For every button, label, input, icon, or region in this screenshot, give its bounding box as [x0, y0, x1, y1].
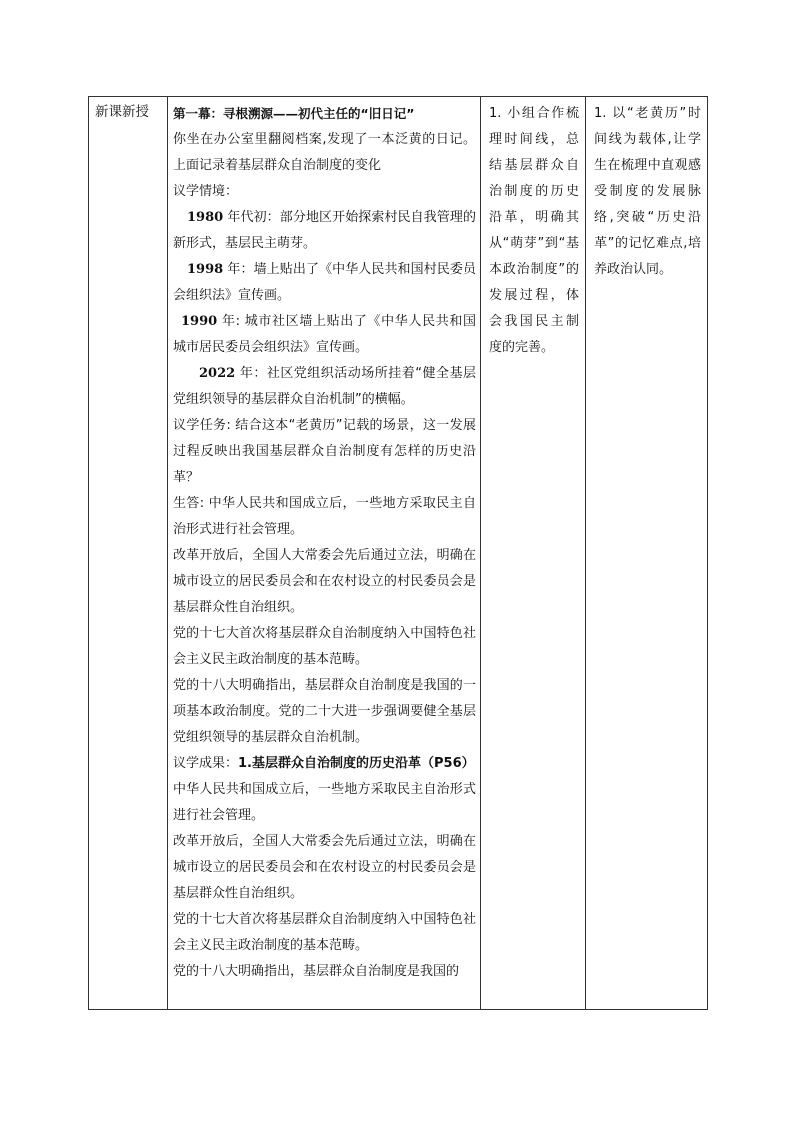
student-activity-text: 1. 小组合作梳理时间线，总结基层群众自治制度的历史沿革，明确其从“萌芽”到“基本政治制度”的发展过程，体会我国民主制度的完善。	[489, 106, 579, 355]
scenario-label: 议学情境：	[173, 184, 239, 199]
entry-text: 年：社区党组织活动场所挂着“健全基层党组织领导的基层群众自治机制”的横幅。	[173, 366, 476, 407]
entry-year: 1980	[187, 210, 224, 225]
result-paragraph: 党的十八大明确指出，基层群众自治制度是我国的	[173, 964, 460, 979]
answer-paragraph: 党的十七大首次将基层群众自治制度纳入中国特色社会主义民主政治制度的基本范畴。	[173, 626, 476, 667]
entry-text: 年代初：部分地区开始探索村民自我管理的新形式，基层民主萌芽。	[173, 210, 476, 251]
result-heading	[173, 751, 476, 777]
timeline-entry	[173, 205, 476, 257]
answer-paragraph: 党的十八大明确指出，基层群众自治制度是我国的一项基本政治制度。党的二十大进一步强调要健全基层党组织领导的基层群众自治机制。	[173, 678, 476, 745]
result-label: 议学成果：	[173, 756, 239, 771]
entry-text: 年: 城市社区墙上贴出了《中华人民共和国城市居民委员会组织法》宣传画。	[173, 314, 476, 355]
intro-text: 你坐在办公室里翻阅档案,发现了一本泛黄的日记。上面记录着基层群众自治制度的变化	[173, 132, 476, 173]
content-body	[173, 101, 476, 1003]
task-text: 议学任务: 结合这本“老黄历”记载的场景，这一发展过程反映出我国基层群众自治制度有怎样的历史沿革？	[173, 418, 476, 485]
stage-cell	[89, 97, 168, 1010]
entry-year: 1998	[187, 262, 224, 277]
content-cell	[168, 97, 481, 1010]
result-paragraph: 党的十七大首次将基层群众自治制度纳入中国特色社会主义民主政治制度的基本范畴。	[173, 912, 476, 953]
timeline-entry	[173, 309, 476, 361]
intent-cell	[586, 97, 708, 1010]
entry-year: 1990	[181, 314, 218, 329]
lesson-row	[89, 97, 708, 1010]
lesson-plan-table	[88, 96, 708, 1010]
result-paragraph: 改革开放后，全国人大常委会先后通过立法，明确在城市设立的居民委员会和在农村设立的村民委员会是基层群众性自治组织。	[173, 834, 476, 901]
answer-paragraph: 生答: 中华人民共和国成立后，一些地方采取民主自治形式进行社会管理。	[173, 496, 476, 537]
stage-label: 新课新授	[95, 104, 149, 120]
activity-cell	[481, 97, 586, 1010]
entry-year: 2022	[199, 366, 236, 381]
design-intent-text: 1. 以“老黄历”时间线为载体,让学生在梳理中直观感受制度的发展脉络,突破“历史沿革”的记忆难点,培养政治认同。	[594, 106, 701, 277]
act-title: 第一幕：寻根溯源——初代主任的“旧日记”	[173, 106, 415, 121]
timeline-entry	[173, 361, 476, 413]
result-paragraph: 中华人民共和国成立后，一些地方采取民主自治形式进行社会管理。	[173, 782, 476, 823]
answer-paragraph: 改革开放后，全国人大常委会先后通过立法，明确在城市设立的居民委员会和在农村设立的村民委员会是基层群众性自治组织。	[173, 548, 476, 615]
result-title: 1.基层群众自治制度的历史沿革（P56）	[238, 756, 475, 771]
entry-text: 年：墙上贴出了《中华人民共和国村民委员会组织法》宣传画。	[173, 262, 476, 303]
timeline-entry	[173, 257, 476, 309]
